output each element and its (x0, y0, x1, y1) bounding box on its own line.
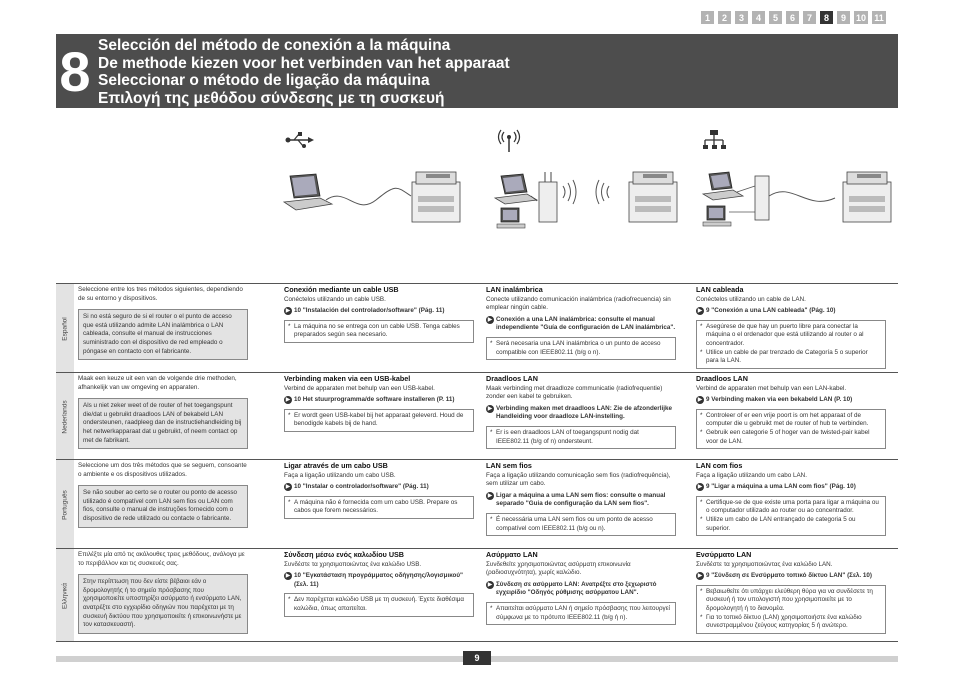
wireless-method-cell (486, 286, 676, 360)
note-box (284, 496, 474, 519)
table-bottom-rule (56, 641, 898, 642)
wireless-method-cell (486, 462, 676, 536)
title-spanish: Selección del método de conexión a la máquina (98, 37, 451, 54)
note-item: * Gebruik een categorie 5 of hoger van de twisted-pair kabel voor de LAN. (700, 428, 870, 445)
reference-link[interactable] (696, 483, 886, 492)
reference-link[interactable] (284, 483, 474, 492)
method-description: Συνδέστε τα χρησιμοποιώντας ένα καλώδιο LAN. (696, 560, 833, 568)
note-item: * Er wordt geen USB-kabel bij het apparaat geleverd. Houd de benodigde kabels bij de hand. (288, 411, 464, 428)
reference-text: 10 "Εγκατάσταση προγράμματος οδήγησης/λογισμικού" (Σελ. 11) (294, 572, 464, 588)
note-box (696, 496, 886, 536)
asterisk-icon: * (288, 322, 291, 330)
note-item: * Απαιτείται ασύρματο LAN ή σημείο πρόσβασης που λειτουργεί σύμφωνα με το πρότυπο IEEE802.11 (b/g ή n). (490, 604, 670, 621)
asterisk-icon: * (490, 339, 493, 347)
asterisk-icon: * (700, 498, 703, 506)
intro-cell (78, 551, 248, 634)
method-description: Verbind de apparaten met behulp van een LAN-kabel. (696, 384, 847, 392)
step-tab-5[interactable]: 5 (769, 11, 782, 24)
arrow-right-icon: ▶ (697, 308, 703, 315)
asterisk-icon: * (700, 587, 703, 595)
arrow-right-icon: ▶ (697, 573, 703, 580)
step-tab-1[interactable]: 1 (701, 11, 714, 24)
method-description: Verbind de apparaten met behulp van een USB-kabel. (284, 384, 435, 392)
reference-link[interactable] (486, 581, 676, 598)
method-title: Verbinding maken via een USB-kabel (284, 374, 411, 383)
asterisk-icon: * (700, 322, 703, 330)
note-item: * Utilize um cabo de LAN entrançado de categoria 5 ou superior. (700, 515, 856, 532)
method-title: LAN inalámbrica (486, 285, 543, 294)
method-description: Conéctelos utilizando un cable de LAN. (696, 295, 806, 303)
reference-text: Verbinding maken met draadloos LAN: Zie de afzonderlijke Handleiding voor draadloze LAN-instelling. (496, 404, 672, 421)
note-item: * Utilice un cable de par trenzado de Categoría 5 o superior para la LAN. (700, 348, 868, 365)
printer-icon (412, 172, 460, 222)
step-number: 8 (56, 34, 94, 108)
note-item: * Δεν παρέχεται καλώδιο USB με τη συσκευή. Έχετε διαθέσιμα καλώδια, όπως απαιτείται. (288, 596, 465, 612)
wired-method-cell (696, 551, 886, 634)
asterisk-icon: * (700, 515, 703, 523)
intro-text: Seleccione entre los tres métodos siguientes, dependiendo de su entorno y dispositivos. (78, 286, 243, 302)
usb-illustration (276, 126, 466, 236)
page-number: 9 (463, 651, 491, 665)
method-description: Συνδέστε τα χρησιμοποιώντας ένα καλώδιο USB. (284, 560, 422, 568)
arrow-right-icon: ▶ (285, 308, 291, 315)
title-dutch: De methode kiezen voor het verbinden van het apparaat (98, 54, 510, 72)
note-box (486, 337, 676, 360)
intro-cell (78, 375, 248, 449)
method-title: LAN com fios (696, 461, 743, 470)
step-tab-6[interactable]: 6 (786, 11, 799, 24)
note-item: * Certifique-se de que existe uma porta para ligar a máquina ou o computador utilizado ao router ou ao concentrador. (700, 498, 879, 515)
step-tab-7[interactable]: 7 (803, 11, 816, 24)
method-description: Συνδεθείτε χρησιμοποιώντας ασύρματη επικοινωνία (ραδιοσυχνότητα), χωρίς καλώδιο. (486, 560, 631, 577)
asterisk-icon: * (288, 498, 291, 506)
method-title: LAN cableada (696, 285, 744, 294)
title-portuguese: Seleccionar o método de ligação da máquina (98, 72, 430, 89)
arrow-right-icon: ▶ (487, 581, 493, 588)
reference-link[interactable] (696, 307, 886, 316)
step-tab-10[interactable]: 10 (855, 12, 866, 23)
note-item: * Asegúrese de que hay un puerto libre para conectar la máquina o el ordenador que está utilizando al router o al concentrador. (700, 322, 864, 347)
reference-link[interactable] (284, 307, 474, 316)
reference-text: 9 "Ligar a máquina a uma LAN com fios" (Pág. 10) (706, 483, 856, 491)
printer-icon (629, 172, 677, 222)
arrow-right-icon: ▶ (697, 484, 703, 491)
asterisk-icon: * (700, 348, 703, 356)
note-box (696, 320, 886, 369)
reference-link[interactable] (486, 405, 676, 422)
network-icon (703, 130, 726, 149)
asterisk-icon: * (700, 428, 703, 436)
usb-method-cell (284, 375, 474, 432)
note-item: * É necessária uma LAN sem fios ou um ponto de acesso compatível com IEEE802.11 (b/g ou n). (490, 515, 653, 532)
arrow-right-icon: ▶ (285, 573, 291, 580)
access-point-icon (531, 172, 557, 222)
language-label: Español (56, 284, 74, 373)
reference-link[interactable] (284, 396, 474, 405)
asterisk-icon: * (288, 596, 291, 604)
method-description: Faça a ligação utilizando um cabo LAN. (696, 471, 807, 479)
usb-method-cell (284, 286, 474, 343)
reference-link[interactable] (696, 396, 886, 405)
reference-link[interactable] (696, 572, 886, 581)
desktop-icon (703, 206, 731, 226)
reference-text: Conexión a una LAN inalámbrica: consulte el manual independiente "Guía de configuración de LAN inalámbrica". (496, 315, 676, 332)
method-title: Conexión mediante un cable USB (284, 285, 399, 294)
step-navigation (701, 11, 886, 24)
intro-cell (78, 462, 248, 528)
laptop-icon (703, 172, 743, 200)
wired-illustration (697, 126, 897, 236)
desktop-icon (497, 208, 525, 228)
printer-icon (843, 172, 891, 222)
method-description: Faça a ligação utilizando comunicação sem fios (radiofrequência), sem utilizar um cabo. (486, 471, 671, 488)
info-box: Se não souber ao certo se o router ou ponto de acesso utilizado é compatível com LAN sem fios ou LAN com fios, consulte o manual de instruções fornecido com o dispositivo de rede utilizado ou contacte o fabricante. (78, 485, 248, 527)
wireless-illustration (487, 126, 687, 236)
reference-text: 9 "Σύνδεση σε Ενσύρματο τοπικό δίκτυο LAN" (Σελ. 10) (706, 572, 873, 580)
reference-link[interactable] (284, 572, 474, 589)
language-row (56, 372, 898, 460)
step-tab-4[interactable]: 4 (752, 11, 765, 24)
usb-method-cell (284, 462, 474, 519)
step-tab-9[interactable]: 9 (837, 11, 850, 24)
laptop-icon (284, 174, 332, 210)
note-box (284, 409, 474, 432)
note-item: * Er is een draadloos LAN of toegangspunt nodig dat IEEE802.11 (b/g of n) ondersteunt. (490, 428, 639, 445)
method-title: Σύνδεση μέσω ενός καλωδίου USB (284, 550, 404, 559)
reference-text: Ligar a máquina a uma LAN sem fios: consulte o manual separado "Guia de configuração da LAN sem fios". (496, 491, 666, 508)
note-box (284, 593, 474, 616)
note-item: * Για το τοπικό δίκτυο (LAN) χρησιμοποιήστε ένα καλώδιο συνεστραμμένου ζεύγους κατηγορίας 5 ή ανώτερο. (700, 613, 862, 630)
wired-method-cell (696, 462, 886, 536)
laptop-icon (495, 174, 537, 204)
info-box: Als u niet zeker weet of de router of het toegangspunt die/dat u gebruikt draadloos LAN of bekabeld LAN ondersteunen, raadpleeg dan de instructiehandleiding bij het netwerkapparaat dat u gebruikt, of neem contact op met de fabrikant. (78, 398, 248, 449)
reference-text: 10 "Instalación del controlador/software" (Pág. 11) (294, 307, 445, 315)
intro-cell (78, 286, 248, 360)
arrow-right-icon: ▶ (285, 397, 291, 404)
asterisk-icon: * (490, 515, 493, 523)
reference-text: 10 "Instalar o controlador/software" (Pág. 11) (294, 483, 429, 491)
info-box: Στην περίπτωση που δεν είστε βέβαιοι εάν ο δρομολογητής ή το σημείο πρόσβασης που χρησιμοποιείτε υποστηρίζει ασύρματο ή ενσύρματο LAN, ανατρέξτε στο εγχειρίδιο οδηγιών που παρέχεται με τη συσκευή δικτύου που χρησιμοποιείτε ή επικοινωνήστε με τον κατασκευαστή. (78, 574, 248, 634)
intro-text: Επιλέξτε μία από τις ακόλουθες τρεις μεθόδους, ανάλογα με το περιβάλλον και τις συσκευές σας. (78, 551, 245, 567)
step-tab-11[interactable]: 11 (872, 11, 886, 24)
asterisk-icon: * (700, 613, 703, 621)
arrow-right-icon: ▶ (285, 484, 291, 491)
step-tab-8[interactable]: 8 (820, 11, 833, 24)
section-header (56, 34, 898, 108)
note-box (486, 602, 676, 625)
note-item: * Βεβαιωθείτε ότι υπάρχει ελεύθερη θύρα για να συνδέσετε τη συσκευή ή τον υπολογιστή που χρησιμοποιείτε με το δρομολογητή ή το διανομέα. (700, 587, 873, 612)
language-label: Ελληνικά (56, 549, 74, 642)
arrow-right-icon: ▶ (487, 316, 493, 323)
reference-link[interactable] (486, 316, 676, 333)
language-row (56, 548, 898, 642)
step-tab-2[interactable]: 2 (718, 11, 731, 24)
reference-text: Σύνδεση σε ασύρματο LAN: Ανατρέξτε στο ξεχωριστό εγχειρίδιο "Οδηγός ρύθμισης ασύρματου LAN". (496, 580, 657, 597)
method-title: Draadloos LAN (486, 374, 538, 383)
language-row (56, 283, 898, 373)
note-item: * La máquina no se entrega con un cable USB. Tenga cables preparados según sea necesario. (288, 322, 460, 339)
method-title: Ενσύρματο LAN (696, 550, 752, 559)
method-title: Draadloos LAN (696, 374, 748, 383)
method-description: Conéctelos utilizando un cable USB. (284, 295, 386, 303)
asterisk-icon: * (490, 604, 493, 612)
arrow-right-icon: ▶ (697, 397, 703, 404)
reference-link[interactable] (486, 492, 676, 509)
step-tab-3[interactable]: 3 (735, 11, 748, 24)
language-row (56, 459, 898, 549)
note-box (486, 426, 676, 449)
note-box (696, 409, 886, 449)
asterisk-icon: * (490, 428, 493, 436)
reference-text: 9 Verbinding maken via een bekabeld LAN (P. 10) (706, 396, 853, 404)
language-label: Nederlands (56, 373, 74, 460)
method-description: Conecte utilizando comunicación inalámbrica (radiofrecuencia) sin emplear ningún cable. (486, 295, 671, 312)
note-box (696, 585, 886, 634)
method-description: Maak verbinding met draadloze communicatie (radiofrequentie) zonder een kabel te gebruiken. (486, 384, 663, 401)
wireless-method-cell (486, 375, 676, 449)
asterisk-icon: * (700, 411, 703, 419)
note-item: * Será necesaria una LAN inalámbrica o un punto de acceso compatible con IEEE802.11 (b/g o n). (490, 339, 661, 356)
wired-method-cell (696, 286, 886, 369)
note-item: * Controleer of er een vrije poort is om het apparaat of de computer die u gebruikt met de router of hub te verbinden. (700, 411, 869, 428)
method-description: Faça a ligação utilizando um cabo USB. (284, 471, 396, 479)
title-greek: Επιλογή της μεθόδου σύνδεσης με τη συσκευή (98, 89, 445, 107)
arrow-right-icon: ▶ (487, 492, 493, 499)
wireless-method-cell (486, 551, 676, 625)
note-box (284, 320, 474, 343)
section-titles (98, 37, 510, 107)
router-icon (755, 176, 769, 220)
note-item: * A máquina não é fornecida com um cabo USB. Prepare os cabos que forem necessários. (288, 498, 458, 515)
method-title: Ligar através de um cabo USB (284, 461, 388, 470)
arrow-right-icon: ▶ (487, 405, 493, 412)
reference-text: 10 Het stuurprogramma/de software installeren (P. 11) (294, 396, 455, 404)
language-label: Português (56, 460, 74, 549)
wired-method-cell (696, 375, 886, 449)
wireless-icon (499, 130, 520, 152)
usb-icon (286, 132, 315, 148)
usb-method-cell (284, 551, 474, 617)
intro-text: Seleccione um dos três métodos que se seguem, consoante o ambiente e os dispositivos utilizados. (78, 462, 247, 478)
intro-text: Maak een keuze uit een van de volgende drie methoden, afhankelijk van uw omgeving en apparaten. (78, 375, 237, 391)
reference-text: 9 "Conexión a una LAN cableada" (Pág. 10) (706, 307, 836, 315)
method-title: LAN sem fios (486, 461, 532, 470)
info-box: Si no está seguro de si el router o el punto de acceso que está utilizando admite LAN inalámbrica o LAN cableada, consulte el manual de instrucciones suministrado con el dispositivo de red empleado o póngase en contacto con el fabricante. (78, 309, 248, 360)
asterisk-icon: * (288, 411, 291, 419)
method-title: Ασύρματο LAN (486, 550, 538, 559)
note-box (486, 513, 676, 536)
